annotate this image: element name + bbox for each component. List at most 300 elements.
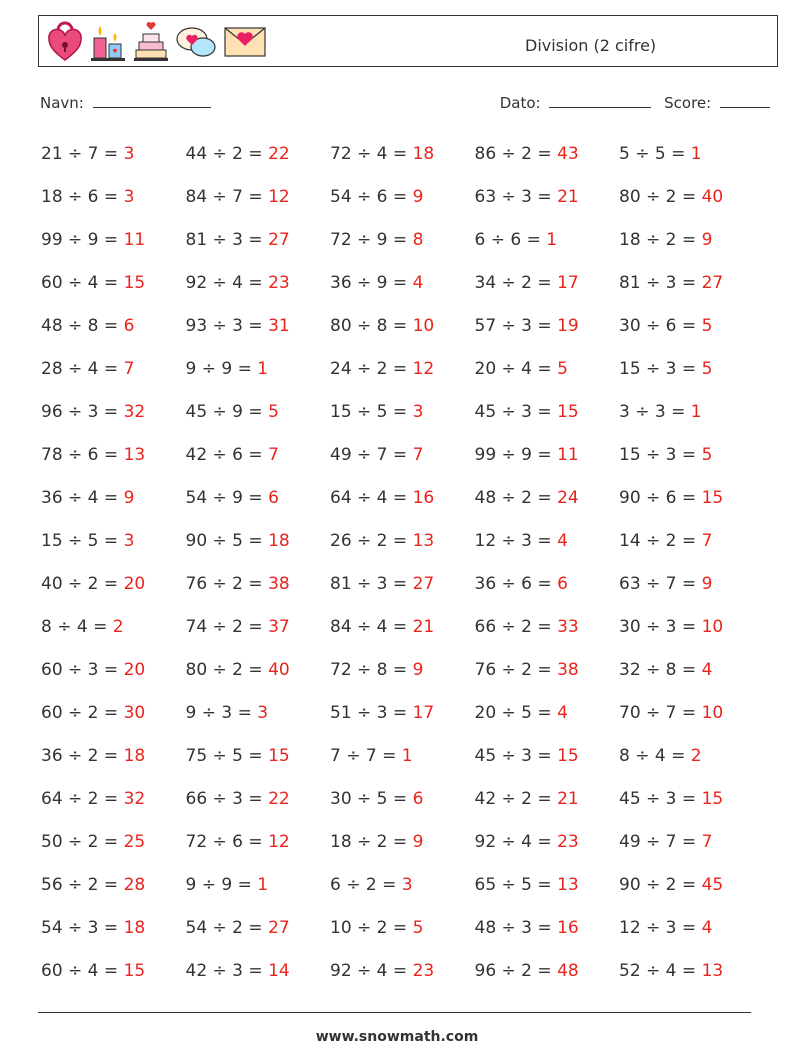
problem-answer: 7 [268, 445, 279, 465]
problem-item [475, 313, 620, 356]
problem-item [186, 786, 331, 829]
problem-item [619, 743, 764, 786]
problem-question: 5 ÷ 5 = [619, 144, 691, 164]
problem-answer: 18 [412, 144, 435, 164]
problem-answer: 40 [701, 187, 724, 207]
problem-answer: 38 [268, 574, 290, 594]
problem-answer: 18 [268, 531, 290, 551]
problem-question: 10 ÷ 2 = [330, 918, 413, 938]
problem-row [41, 528, 771, 571]
problem-item [619, 829, 764, 872]
problem-row [41, 958, 771, 1001]
problem-answer: 13 [123, 445, 146, 465]
problem-item [41, 571, 186, 614]
problem-answer: 38 [557, 660, 579, 680]
problem-row [41, 356, 771, 399]
problem-answer: 15 [557, 402, 579, 422]
problem-question: 81 ÷ 3 = [619, 273, 702, 293]
problem-answer: 16 [412, 488, 435, 508]
problem-item [475, 958, 620, 1001]
problem-item [186, 141, 331, 184]
problem-row [41, 141, 771, 184]
problem-item [186, 915, 331, 958]
problem-item [619, 356, 764, 399]
problem-answer: 18 [123, 918, 146, 938]
problem-item [41, 227, 186, 270]
problem-item [619, 872, 764, 915]
problem-question: 3 ÷ 3 = [619, 402, 691, 422]
problem-question: 15 ÷ 5 = [330, 402, 413, 422]
problem-answer: 16 [557, 918, 579, 938]
problem-item [619, 270, 764, 313]
problem-answer: 3 [257, 703, 269, 723]
problem-question: 80 ÷ 8 = [330, 316, 413, 336]
problem-question: 66 ÷ 2 = [474, 617, 558, 637]
problem-item [619, 915, 764, 958]
problem-item [186, 356, 331, 399]
problem-question: 48 ÷ 3 = [474, 918, 558, 938]
problem-row [41, 399, 771, 442]
problem-question: 20 ÷ 4 = [474, 359, 558, 379]
problem-question: 12 ÷ 3 = [619, 918, 702, 938]
candles-icon [89, 20, 127, 62]
problem-answer: 1 [257, 359, 269, 379]
problem-question: 80 ÷ 2 = [619, 187, 702, 207]
problem-row [41, 227, 771, 270]
problem-answer: 6 [268, 488, 279, 508]
problem-answer: 15 [701, 488, 724, 508]
problem-answer: 1 [690, 144, 702, 164]
problem-answer: 24 [557, 488, 579, 508]
problem-question: 52 ÷ 4 = [619, 961, 702, 981]
problem-item [41, 485, 186, 528]
problem-item [619, 958, 764, 1001]
problem-question: 63 ÷ 3 = [474, 187, 558, 207]
problem-answer: 9 [412, 660, 424, 680]
problem-answer: 10 [701, 703, 724, 723]
problem-answer: 4 [557, 703, 568, 723]
problem-question: 60 ÷ 2 = [41, 703, 124, 723]
problem-item [186, 829, 331, 872]
problem-row [41, 442, 771, 485]
problem-question: 20 ÷ 5 = [474, 703, 558, 723]
problem-item [41, 872, 186, 915]
problem-question: 96 ÷ 3 = [41, 402, 124, 422]
name-label: Navn: [40, 94, 84, 112]
problem-grid [41, 141, 771, 1001]
problem-question: 42 ÷ 2 = [474, 789, 558, 809]
problem-question: 54 ÷ 3 = [41, 918, 124, 938]
problem-row [41, 872, 771, 915]
problem-answer: 32 [123, 402, 146, 422]
problem-question: 18 ÷ 6 = [41, 187, 124, 207]
problem-question: 7 ÷ 7 = [330, 746, 402, 766]
problem-answer: 17 [412, 703, 435, 723]
problem-row [41, 743, 771, 786]
problem-question: 72 ÷ 8 = [330, 660, 413, 680]
problem-answer: 13 [412, 531, 435, 551]
problem-answer: 6 [123, 316, 135, 336]
problem-answer: 15 [268, 746, 290, 766]
problem-item [475, 528, 620, 571]
problem-item [475, 743, 620, 786]
problem-question: 6 ÷ 2 = [330, 875, 402, 895]
problem-question: 60 ÷ 4 = [41, 961, 124, 981]
problem-item [41, 743, 186, 786]
problem-row [41, 485, 771, 528]
problem-question: 21 ÷ 7 = [41, 144, 124, 164]
problem-item [186, 399, 331, 442]
problem-question: 36 ÷ 9 = [330, 273, 413, 293]
problem-item [186, 958, 331, 1001]
problem-answer: 3 [412, 402, 424, 422]
problem-item [186, 313, 331, 356]
problem-answer: 9 [123, 488, 135, 508]
problem-answer: 5 [701, 445, 713, 465]
problem-question: 57 ÷ 3 = [474, 316, 558, 336]
header-icons [47, 20, 267, 62]
problem-item [330, 700, 475, 743]
problem-question: 72 ÷ 4 = [330, 144, 413, 164]
problem-item [330, 829, 475, 872]
problem-answer: 1 [690, 402, 702, 422]
date-line[interactable] [549, 93, 651, 108]
problem-question: 70 ÷ 7 = [619, 703, 702, 723]
problem-answer: 45 [701, 875, 724, 895]
date-label: Dato: [499, 94, 541, 112]
problem-answer: 5 [701, 359, 713, 379]
problem-item [619, 786, 764, 829]
cake-icon [133, 20, 169, 62]
problem-answer: 5 [268, 402, 279, 422]
problem-question: 44 ÷ 2 = [185, 144, 269, 164]
problem-answer: 30 [123, 703, 146, 723]
name-line[interactable] [93, 93, 211, 108]
problem-answer: 37 [268, 617, 290, 637]
problem-answer: 17 [557, 273, 579, 293]
problem-answer: 31 [268, 316, 290, 336]
problem-question: 45 ÷ 3 = [474, 402, 558, 422]
problem-answer: 33 [557, 617, 579, 637]
problem-question: 74 ÷ 2 = [185, 617, 269, 637]
problem-item [330, 485, 475, 528]
problem-item [41, 313, 186, 356]
problem-item [330, 872, 475, 915]
problem-question: 72 ÷ 9 = [330, 230, 413, 250]
problem-question: 63 ÷ 7 = [619, 574, 702, 594]
problem-question: 64 ÷ 2 = [41, 789, 124, 809]
problem-item [475, 399, 620, 442]
problem-answer: 7 [123, 359, 135, 379]
problem-question: 84 ÷ 7 = [185, 187, 269, 207]
heart-lock-icon [47, 20, 83, 62]
problem-item [475, 442, 620, 485]
footer-url: www.snowmath.com [315, 1029, 479, 1045]
problem-answer: 10 [412, 316, 435, 336]
problem-answer: 20 [123, 660, 146, 680]
problem-row [41, 700, 771, 743]
problem-answer: 27 [412, 574, 435, 594]
problem-item [330, 270, 475, 313]
problem-answer: 15 [123, 961, 146, 981]
problem-answer: 40 [268, 660, 290, 680]
problem-answer: 21 [412, 617, 435, 637]
chat-hearts-icon [175, 20, 217, 62]
problem-answer: 15 [557, 746, 579, 766]
problem-item [619, 399, 764, 442]
problem-answer: 9 [701, 230, 713, 250]
problem-item [619, 227, 764, 270]
problem-answer: 27 [701, 273, 724, 293]
problem-answer: 22 [268, 144, 290, 164]
problem-answer: 27 [268, 230, 290, 250]
problem-answer: 4 [701, 918, 713, 938]
problem-question: 32 ÷ 8 = [619, 660, 702, 680]
problem-question: 24 ÷ 2 = [330, 359, 413, 379]
problem-question: 90 ÷ 6 = [619, 488, 702, 508]
problem-answer: 1 [546, 230, 558, 250]
problem-question: 9 ÷ 9 = [185, 359, 258, 379]
problem-item [475, 571, 620, 614]
problem-question: 36 ÷ 2 = [41, 746, 124, 766]
problem-question: 64 ÷ 4 = [330, 488, 413, 508]
problem-answer: 21 [557, 789, 579, 809]
footer-divider [38, 1012, 751, 1013]
problem-question: 84 ÷ 4 = [330, 617, 413, 637]
problem-question: 45 ÷ 9 = [185, 402, 269, 422]
problem-question: 76 ÷ 2 = [185, 574, 269, 594]
problem-question: 48 ÷ 2 = [474, 488, 558, 508]
problem-item [330, 571, 475, 614]
problem-answer: 22 [268, 789, 290, 809]
problem-answer: 9 [412, 832, 424, 852]
problem-question: 8 ÷ 4 = [619, 746, 691, 766]
problem-question: 90 ÷ 5 = [185, 531, 269, 551]
problem-answer: 27 [268, 918, 290, 938]
problem-question: 65 ÷ 5 = [474, 875, 558, 895]
problem-answer: 10 [701, 617, 724, 637]
worksheet-header [38, 15, 778, 67]
problem-question: 60 ÷ 3 = [41, 660, 124, 680]
problem-item [619, 657, 764, 700]
problem-item [330, 528, 475, 571]
problem-answer: 15 [123, 273, 146, 293]
problem-item [186, 614, 331, 657]
problem-item [41, 399, 186, 442]
problem-item [619, 313, 764, 356]
problem-question: 36 ÷ 4 = [41, 488, 124, 508]
problem-item [186, 657, 331, 700]
problem-item [41, 442, 186, 485]
score-label: Score: [664, 94, 712, 112]
problem-answer: 3 [123, 187, 135, 207]
problem-answer: 13 [701, 961, 724, 981]
problem-question: 6 ÷ 6 = [474, 230, 547, 250]
problem-answer: 9 [412, 187, 424, 207]
problem-answer: 25 [123, 832, 146, 852]
problem-item [475, 614, 620, 657]
problem-item [330, 399, 475, 442]
problem-item [41, 700, 186, 743]
problem-answer: 21 [557, 187, 579, 207]
problem-item [619, 141, 764, 184]
problem-item [475, 657, 620, 700]
problem-answer: 23 [557, 832, 579, 852]
problem-item [475, 915, 620, 958]
problem-row [41, 184, 771, 227]
problem-answer: 15 [701, 789, 724, 809]
problem-answer: 13 [557, 875, 579, 895]
problem-item [619, 485, 764, 528]
problem-question: 9 ÷ 3 = [185, 703, 258, 723]
problem-item [475, 829, 620, 872]
problem-item [41, 829, 186, 872]
problem-row [41, 571, 771, 614]
problem-answer: 12 [268, 187, 290, 207]
problem-item [619, 571, 764, 614]
problem-item [619, 442, 764, 485]
problem-answer: 11 [557, 445, 579, 465]
problem-question: 14 ÷ 2 = [619, 531, 702, 551]
problem-question: 15 ÷ 3 = [619, 359, 702, 379]
problem-answer: 7 [701, 531, 713, 551]
problem-item [475, 786, 620, 829]
problem-answer: 8 [412, 230, 424, 250]
problem-item [186, 743, 331, 786]
problem-question: 12 ÷ 3 = [474, 531, 558, 551]
problem-question: 99 ÷ 9 = [41, 230, 124, 250]
problem-question: 45 ÷ 3 = [474, 746, 558, 766]
problem-question: 34 ÷ 2 = [474, 273, 558, 293]
problem-answer: 5 [701, 316, 713, 336]
problem-item [330, 657, 475, 700]
problem-question: 36 ÷ 6 = [474, 574, 558, 594]
problem-item [186, 571, 331, 614]
problem-question: 49 ÷ 7 = [619, 832, 702, 852]
problem-item [475, 184, 620, 227]
problem-question: 72 ÷ 6 = [185, 832, 269, 852]
problem-question: 30 ÷ 3 = [619, 617, 702, 637]
problem-row [41, 313, 771, 356]
problem-item [41, 786, 186, 829]
problem-answer: 4 [412, 273, 424, 293]
problem-question: 18 ÷ 2 = [619, 230, 702, 250]
problem-item [186, 442, 331, 485]
problem-question: 30 ÷ 5 = [330, 789, 413, 809]
problem-answer: 5 [557, 359, 568, 379]
problem-row [41, 829, 771, 872]
problem-row [41, 915, 771, 958]
problem-question: 54 ÷ 6 = [330, 187, 413, 207]
problem-item [330, 141, 475, 184]
problem-question: 54 ÷ 9 = [185, 488, 269, 508]
problem-question: 15 ÷ 5 = [41, 531, 124, 551]
problem-item [41, 657, 186, 700]
problem-item [330, 227, 475, 270]
problem-question: 49 ÷ 7 = [330, 445, 413, 465]
problem-item [330, 915, 475, 958]
name-field [40, 93, 211, 112]
problem-item [619, 184, 764, 227]
problem-answer: 7 [701, 832, 713, 852]
problem-answer: 3 [123, 531, 135, 551]
problem-question: 42 ÷ 6 = [185, 445, 269, 465]
problem-item [475, 141, 620, 184]
problem-answer: 48 [557, 961, 579, 981]
problem-item [41, 270, 186, 313]
problem-row [41, 786, 771, 829]
problem-question: 99 ÷ 9 = [474, 445, 558, 465]
problem-answer: 23 [412, 961, 435, 981]
problem-item [186, 485, 331, 528]
problem-row [41, 270, 771, 313]
score-line[interactable] [720, 93, 770, 108]
problem-item [41, 141, 186, 184]
problem-question: 93 ÷ 3 = [185, 316, 269, 336]
problem-row [41, 614, 771, 657]
problem-question: 92 ÷ 4 = [474, 832, 558, 852]
problem-question: 56 ÷ 2 = [41, 875, 124, 895]
problem-item [475, 485, 620, 528]
problem-item [619, 614, 764, 657]
problem-item [475, 700, 620, 743]
problem-item [330, 614, 475, 657]
problem-item [186, 270, 331, 313]
problem-item [41, 184, 186, 227]
problem-question: 54 ÷ 2 = [185, 918, 269, 938]
problem-question: 86 ÷ 2 = [474, 144, 558, 164]
problem-item [330, 743, 475, 786]
problem-answer: 18 [123, 746, 146, 766]
problem-answer: 43 [557, 144, 579, 164]
problem-question: 45 ÷ 3 = [619, 789, 702, 809]
problem-question: 40 ÷ 2 = [41, 574, 124, 594]
problem-answer: 32 [123, 789, 146, 809]
problem-question: 42 ÷ 3 = [185, 961, 269, 981]
problem-item [330, 356, 475, 399]
problem-item [475, 356, 620, 399]
problem-question: 96 ÷ 2 = [474, 961, 558, 981]
problem-answer: 2 [112, 617, 124, 637]
problem-answer: 9 [701, 574, 713, 594]
problem-item [475, 227, 620, 270]
problem-item [475, 872, 620, 915]
problem-item [186, 528, 331, 571]
problem-question: 75 ÷ 5 = [185, 746, 269, 766]
problem-answer: 2 [690, 746, 702, 766]
problem-question: 30 ÷ 6 = [619, 316, 702, 336]
problem-question: 50 ÷ 2 = [41, 832, 124, 852]
problem-item [186, 700, 331, 743]
problem-item [41, 356, 186, 399]
problem-item [186, 872, 331, 915]
problem-answer: 12 [268, 832, 290, 852]
problem-question: 15 ÷ 3 = [619, 445, 702, 465]
problem-answer: 5 [412, 918, 424, 938]
problem-item [41, 614, 186, 657]
problem-item [186, 227, 331, 270]
problem-item [41, 915, 186, 958]
problem-question: 66 ÷ 3 = [185, 789, 269, 809]
love-letter-icon [223, 20, 267, 62]
problem-question: 28 ÷ 4 = [41, 359, 124, 379]
problem-item [475, 270, 620, 313]
problem-question: 90 ÷ 2 = [619, 875, 702, 895]
problem-answer: 28 [123, 875, 146, 895]
problem-answer: 3 [123, 144, 135, 164]
problem-question: 18 ÷ 2 = [330, 832, 413, 852]
date-score-fields [500, 93, 770, 112]
